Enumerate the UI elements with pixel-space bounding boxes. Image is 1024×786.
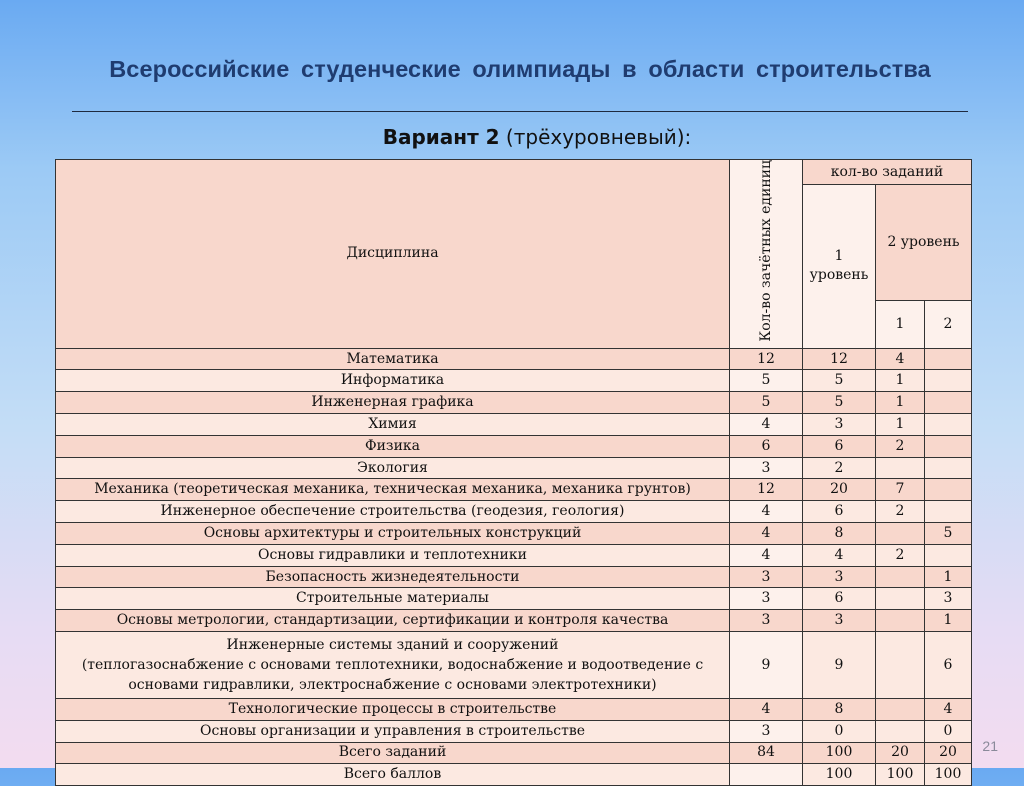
cell-credits bbox=[730, 764, 803, 786]
cell-level1: 3 bbox=[803, 610, 876, 632]
cell-level1: 8 bbox=[803, 523, 876, 545]
cell-level2-1: 7 bbox=[876, 479, 925, 501]
cell-credits: 3 bbox=[730, 720, 803, 742]
cell-level2-2: 1 bbox=[925, 610, 972, 632]
cell-discipline: Строительные материалы bbox=[56, 588, 730, 610]
cell-level2-2: 4 bbox=[925, 699, 972, 721]
cell-discipline: Технологические процессы в строительстве bbox=[56, 699, 730, 721]
cell-credits: 12 bbox=[730, 479, 803, 501]
cell-credits: 4 bbox=[730, 501, 803, 523]
cell-discipline: Инженерные системы зданий и сооружений (теплогазоснабжение с основами теплотехники, водоснабжение и водоотведение с основами гидравлики, электроснабжение с основами электротехники) bbox=[56, 632, 730, 699]
header-level-2-sub-2: 2 bbox=[925, 300, 972, 348]
cell-level1: 3 bbox=[803, 414, 876, 436]
cell-level1: 6 bbox=[803, 588, 876, 610]
cell-level2-1 bbox=[876, 523, 925, 545]
cell-level2-2: 5 bbox=[925, 523, 972, 545]
cell-credits: 4 bbox=[730, 523, 803, 545]
table-row bbox=[56, 699, 972, 721]
cell-discipline: Экология bbox=[56, 457, 730, 479]
header-level-2-sub-1: 1 bbox=[876, 300, 925, 348]
cell-level2-1: 4 bbox=[876, 348, 925, 370]
cell-level1: 20 bbox=[803, 479, 876, 501]
cell-level1: 6 bbox=[803, 501, 876, 523]
cell-level2-2: 0 bbox=[925, 720, 972, 742]
cell-credits: 4 bbox=[730, 414, 803, 436]
table-row bbox=[56, 414, 972, 436]
cell-level2-1 bbox=[876, 720, 925, 742]
cell-discipline: Инженерная графика bbox=[56, 392, 730, 414]
table-row bbox=[56, 479, 972, 501]
cell-level2-2 bbox=[925, 501, 972, 523]
header-credits-label: Кол-во зачётных единиц bbox=[758, 160, 774, 342]
cell-discipline: Безопасность жизнедеятельности bbox=[56, 566, 730, 588]
cell-level1: 100 bbox=[803, 764, 876, 786]
cell-level2-2: 3 bbox=[925, 588, 972, 610]
title-underline bbox=[72, 111, 968, 112]
header-credits bbox=[730, 160, 803, 349]
cell-level2-2: 6 bbox=[925, 632, 972, 699]
cell-level1: 100 bbox=[803, 742, 876, 764]
cell-discipline: Инженерное обеспечение строительства (геодезия, геология) bbox=[56, 501, 730, 523]
olympiad-table bbox=[55, 159, 972, 786]
cell-level1: 5 bbox=[803, 370, 876, 392]
cell-credits: 9 bbox=[730, 632, 803, 699]
slide-subtitle bbox=[0, 125, 1024, 149]
table-row bbox=[56, 392, 972, 414]
cell-discipline: Физика bbox=[56, 435, 730, 457]
cell-level2-2 bbox=[925, 479, 972, 501]
cell-credits: 5 bbox=[730, 370, 803, 392]
cell-level2-1: 1 bbox=[876, 414, 925, 436]
cell-discipline: Информатика bbox=[56, 370, 730, 392]
cell-credits: 4 bbox=[730, 699, 803, 721]
subtitle-type: (трёхуровневый): bbox=[499, 125, 692, 149]
cell-credits: 84 bbox=[730, 742, 803, 764]
cell-level2-1 bbox=[876, 632, 925, 699]
cell-discipline: Основы организации и управления в строительстве bbox=[56, 720, 730, 742]
cell-level2-1 bbox=[876, 588, 925, 610]
cell-credits: 3 bbox=[730, 566, 803, 588]
cell-level1: 6 bbox=[803, 435, 876, 457]
cell-level2-1: 2 bbox=[876, 435, 925, 457]
header-tasks-count: кол-во заданий bbox=[803, 160, 972, 185]
table-row bbox=[56, 457, 972, 479]
cell-discipline: Основы метрологии, стандартизации, сертификации и контроля качества bbox=[56, 610, 730, 632]
cell-discipline: Всего заданий bbox=[56, 742, 730, 764]
header-level-1: 1 уровень bbox=[803, 185, 876, 349]
cell-credits: 6 bbox=[730, 435, 803, 457]
cell-level2-1: 20 bbox=[876, 742, 925, 764]
table-row bbox=[56, 632, 972, 699]
cell-level2-1 bbox=[876, 566, 925, 588]
table-row bbox=[56, 566, 972, 588]
table-row bbox=[56, 588, 972, 610]
cell-credits: 12 bbox=[730, 348, 803, 370]
cell-level2-2: 1 bbox=[925, 566, 972, 588]
cell-credits: 5 bbox=[730, 392, 803, 414]
cell-discipline: Всего баллов bbox=[56, 764, 730, 786]
cell-level2-2: 100 bbox=[925, 764, 972, 786]
cell-credits: 3 bbox=[730, 610, 803, 632]
table-row bbox=[56, 764, 972, 786]
cell-credits: 4 bbox=[730, 544, 803, 566]
cell-level2-2 bbox=[925, 348, 972, 370]
cell-level1: 12 bbox=[803, 348, 876, 370]
cell-level2-2 bbox=[925, 414, 972, 436]
table-row bbox=[56, 435, 972, 457]
cell-discipline: Математика bbox=[56, 348, 730, 370]
table-row bbox=[56, 501, 972, 523]
cell-level2-1: 2 bbox=[876, 544, 925, 566]
cell-level2-2 bbox=[925, 457, 972, 479]
page-number: 21 bbox=[982, 738, 998, 754]
cell-level2-1: 100 bbox=[876, 764, 925, 786]
slide-title: Всероссийские студенческие олимпиады в области строительства bbox=[109, 56, 931, 82]
table-row bbox=[56, 610, 972, 632]
cell-level2-2 bbox=[925, 544, 972, 566]
cell-discipline: Основы архитектуры и строительных конструкций bbox=[56, 523, 730, 545]
subtitle-variant: Вариант 2 bbox=[382, 125, 500, 149]
table-row bbox=[56, 544, 972, 566]
cell-discipline: Механика (теоретическая механика, техническая механика, механика грунтов) bbox=[56, 479, 730, 501]
cell-credits: 3 bbox=[730, 588, 803, 610]
cell-level2-1: 1 bbox=[876, 392, 925, 414]
table-row bbox=[56, 523, 972, 545]
cell-credits: 3 bbox=[730, 457, 803, 479]
cell-level1: 0 bbox=[803, 720, 876, 742]
cell-level2-1 bbox=[876, 457, 925, 479]
cell-level1: 2 bbox=[803, 457, 876, 479]
cell-level1: 5 bbox=[803, 392, 876, 414]
cell-level2-1: 2 bbox=[876, 501, 925, 523]
cell-level1: 8 bbox=[803, 699, 876, 721]
cell-level1: 4 bbox=[803, 544, 876, 566]
cell-level2-2 bbox=[925, 392, 972, 414]
header-level-2: 2 уровень bbox=[876, 185, 972, 301]
cell-level2-2: 20 bbox=[925, 742, 972, 764]
table-row bbox=[56, 720, 972, 742]
table-row bbox=[56, 742, 972, 764]
cell-level2-1: 1 bbox=[876, 370, 925, 392]
cell-level1: 9 bbox=[803, 632, 876, 699]
table-row bbox=[56, 370, 972, 392]
cell-discipline: Химия bbox=[56, 414, 730, 436]
cell-level2-1 bbox=[876, 610, 925, 632]
table-row bbox=[56, 348, 972, 370]
cell-level1: 3 bbox=[803, 566, 876, 588]
cell-level2-2 bbox=[925, 370, 972, 392]
cell-level2-1 bbox=[876, 699, 925, 721]
cell-discipline: Основы гидравлики и теплотехники bbox=[56, 544, 730, 566]
header-discipline: Дисциплина bbox=[56, 160, 730, 349]
cell-level2-2 bbox=[925, 435, 972, 457]
